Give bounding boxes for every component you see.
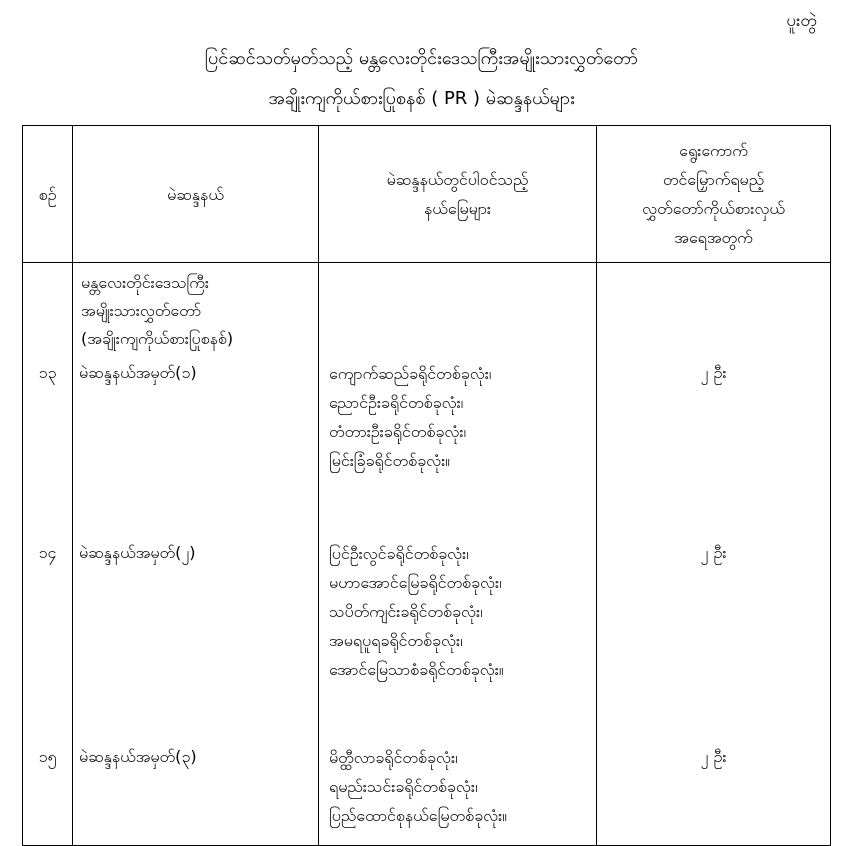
- header-representatives: [597, 126, 831, 263]
- township-item: အမရပူရခရိုင်တစ်ခုလုံး၊: [329, 631, 463, 650]
- constituency-table: [22, 125, 831, 846]
- township-list: [319, 533, 597, 737]
- annex-label: ပူးတွဲ: [786, 11, 817, 31]
- header-representatives-line: ရွေးကောက်: [679, 141, 748, 160]
- township-item: မြင်းခြံခရိုင်တစ်ခုလုံး။: [329, 451, 450, 470]
- document-title-line-1: ပြင်ဆင်သတ်မှတ်သည့် မန္တလေးတိုင်းဒေသကြီးအမျိုးသားလွှတ်တော်: [204, 48, 639, 69]
- constituency-name: မဲဆန္ဒနယ်အမှတ်(၁): [73, 353, 319, 533]
- township-item: သပိတ်ကျင်းခရိုင်တစ်ခုလုံး၊: [329, 602, 483, 621]
- township-list: [319, 353, 597, 533]
- township-item: တံတားဦးခရိုင်တစ်ခုလုံး၊: [329, 422, 466, 441]
- township-item: ကျောက်ဆည်ခရိုင်တစ်ခုလုံး၊: [329, 364, 492, 383]
- section-heading-line: အမျိုးသားလွှတ်တော်: [81, 301, 202, 320]
- township-item: မဟာအောင်မြေခရိုင်တစ်ခုလုံး၊: [329, 573, 502, 592]
- row-number: ၁၃: [23, 353, 73, 533]
- representative-count: ၂ ဦး: [597, 353, 831, 533]
- header-townships-line: နယ်မြေများ: [424, 199, 491, 218]
- section-heading-row: [23, 263, 831, 354]
- header-representatives-line: အရေအတွက်: [674, 228, 753, 247]
- township-list: [319, 737, 597, 845]
- section-heading-line: (အချိုးကျကိုယ်စားပြုစနစ်): [81, 329, 234, 348]
- header-townships-line: မဲဆန္ဒနယ်တွင်ပါဝင်သည့်: [386, 170, 529, 189]
- constituency-name: မဲဆန္ဒနယ်အမှတ်(၂): [73, 533, 319, 737]
- table-row: [23, 737, 831, 845]
- township-item: အောင်မြေသာစံခရိုင်တစ်ခုလုံး။: [329, 660, 504, 679]
- section-heading: [73, 263, 319, 354]
- township-item: ညောင်ဦးခရိုင်တစ်ခုလုံး၊: [329, 393, 464, 412]
- representative-count: ၂ ဦး: [597, 533, 831, 737]
- header-townships: [319, 126, 597, 263]
- township-item: ရမည်းသင်းခရိုင်တစ်ခုလုံး၊: [329, 777, 478, 796]
- township-item: မိတ္ထီလာခရိုင်တစ်ခုလုံး၊: [329, 748, 458, 767]
- row-number: ၁၄: [23, 533, 73, 737]
- header-representatives-line: တင်မြှောက်ရမည့်: [662, 170, 765, 189]
- table-row: [23, 533, 831, 737]
- constituency-name: မဲဆန္ဒနယ်အမှတ်(၃): [73, 737, 319, 845]
- header-representatives-line: လွှတ်တော်ကိုယ်စားလှယ်: [642, 199, 785, 218]
- township-item: ပြည်ထောင်စုနယ်မြေတစ်ခုလုံး။: [329, 806, 508, 825]
- representative-count: ၂ ဦး: [597, 737, 831, 845]
- header-constituency: မဲဆန္ဒနယ်: [73, 126, 319, 263]
- section-heading-line: မန္တလေးတိုင်းဒေသကြီး: [81, 273, 209, 292]
- header-no: စဉ်: [23, 126, 73, 263]
- document-title-line-2: အချိုးကျကိုယ်စားပြုစနစ် ( PR ) မဲဆန္ဒနယ်များ: [268, 88, 575, 109]
- table-header-row: [23, 126, 831, 263]
- table-row: [23, 353, 831, 533]
- township-item: ပြင်ဦးလွင်ခရိုင်တစ်ခုလုံး၊: [329, 544, 469, 563]
- row-number: ၁၅: [23, 737, 73, 845]
